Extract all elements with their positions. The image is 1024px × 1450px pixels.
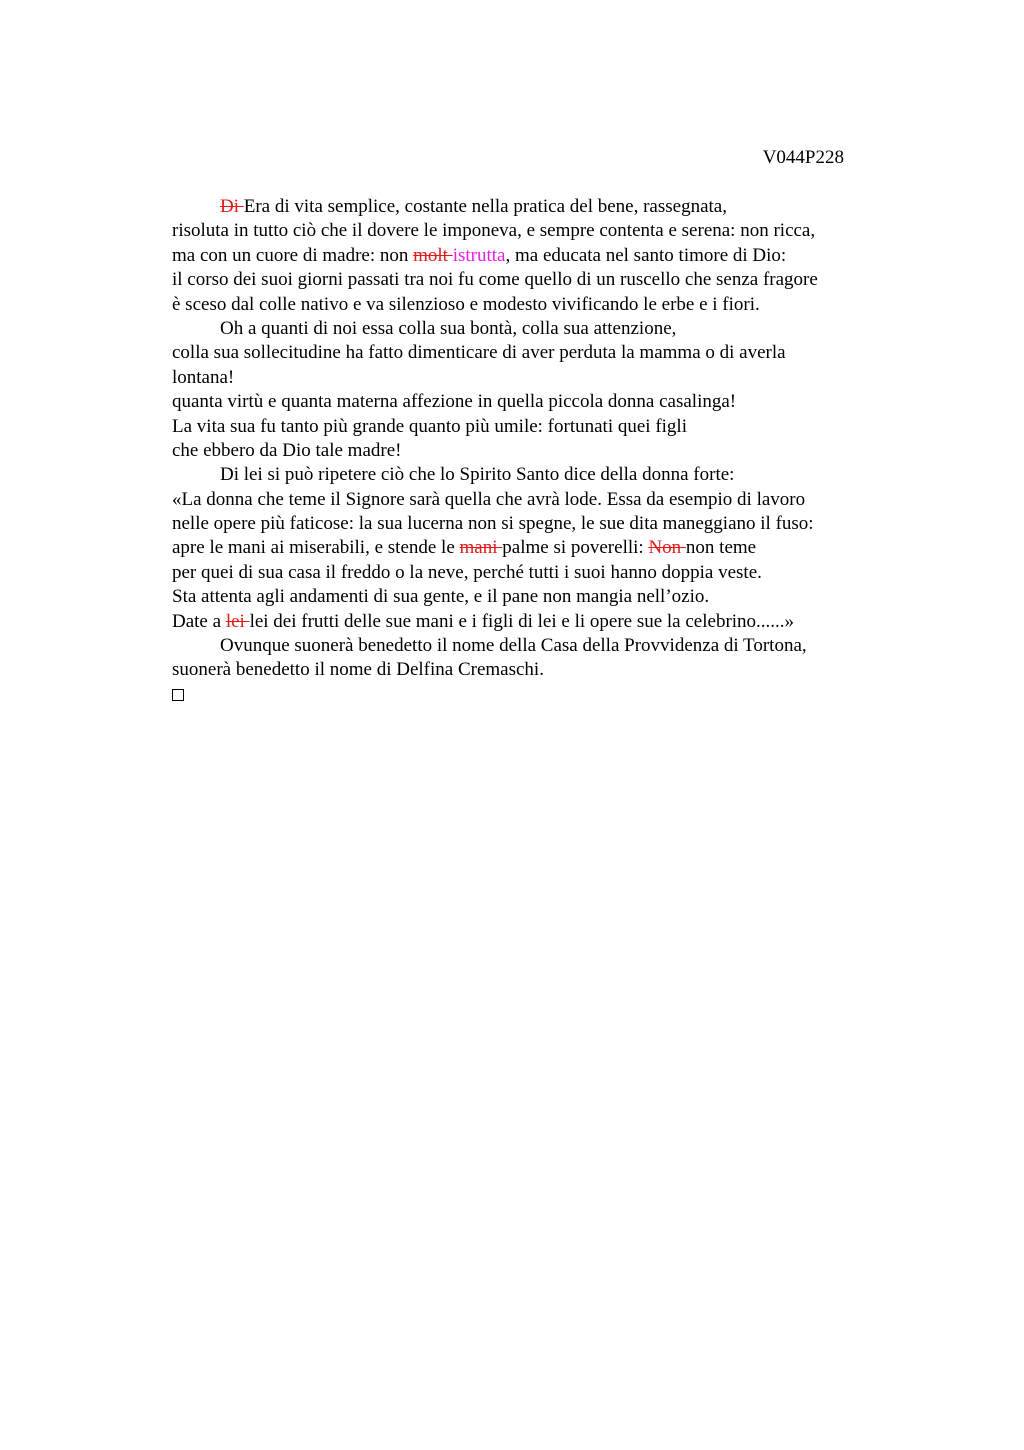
text-line: Di Era di vita semplice, costante nella pratica del bene, rassegnata, — [220, 196, 727, 217]
text-line: che ebbero da Dio tale madre! — [172, 439, 402, 461]
text-line: suonerà benedetto il nome di Delfina Cremaschi. — [172, 659, 544, 681]
end-of-document-box-icon — [172, 689, 184, 701]
text-line: il corso dei suoi giorni passati tra noi fu come quello di un ruscello che senza fragore — [172, 269, 818, 291]
text-line: nelle opere più faticose: la sua lucerna non si spegne, le sue dita maneggiano il fuso: — [172, 513, 814, 535]
page-identifier: V044P228 — [762, 147, 844, 168]
text-line: apre le mani ai miserabili, e stende le mani palme si poverelli: Non non teme — [172, 537, 757, 559]
text-line: Date a lei lei dei frutti delle sue mani e i figli di lei e li opere sue la celebrino......» — [172, 610, 795, 632]
inserted-text: istrutta — [452, 244, 506, 266]
text-line: quanta virtù e quanta materna affezione in quella piccola donna casalinga! — [172, 391, 737, 413]
deleted-text: molt — [413, 244, 453, 266]
text-line — [172, 683, 892, 707]
text-line: Ovunque suonerà benedetto il nome della Casa della Provvidenza di Tortona, — [220, 635, 807, 657]
deleted-text: lei — [225, 610, 250, 632]
text-line: La vita sua fu tanto più grande quanto più umile: fortunati quei figli — [172, 415, 687, 437]
text-line: colla sua sollecitudine ha fatto dimenticare di aver perduta la mamma o di averla — [172, 342, 786, 364]
deleted-text: Non — [648, 537, 686, 559]
deleted-text: mani — [459, 537, 503, 559]
text-line: per quei di sua casa il freddo o la neve, perché tutti i suoi hanno doppia veste. — [172, 561, 762, 583]
text-line: Sta attenta agli andamenti di sua gente, e il pane non mangia nell’ozio. — [172, 586, 710, 608]
text-line: ma con un cuore di madre: non molt istrutta, ma educata nel santo timore di Dio: — [172, 244, 787, 266]
text-line: lontana! — [172, 366, 235, 388]
text-line: è sceso dal colle nativo e va silenzioso e modesto vivificando le erbe e i fiori. — [172, 293, 760, 315]
text-line: Di lei si può ripetere ciò che lo Spirito Santo dice della donna forte: — [220, 464, 735, 486]
text-line: «La donna che teme il Signore sarà quella che avrà lode. Essa da esempio di lavoro — [172, 488, 806, 510]
document-body — [172, 195, 892, 707]
deleted-text: Di — [220, 196, 244, 217]
text-line: Oh a quanti di noi essa colla sua bontà, colla sua attenzione, — [220, 317, 677, 339]
text-line: risoluta in tutto ciò che il dovere le imponeva, e sempre contenta e serena: non ricca, — [172, 220, 816, 242]
